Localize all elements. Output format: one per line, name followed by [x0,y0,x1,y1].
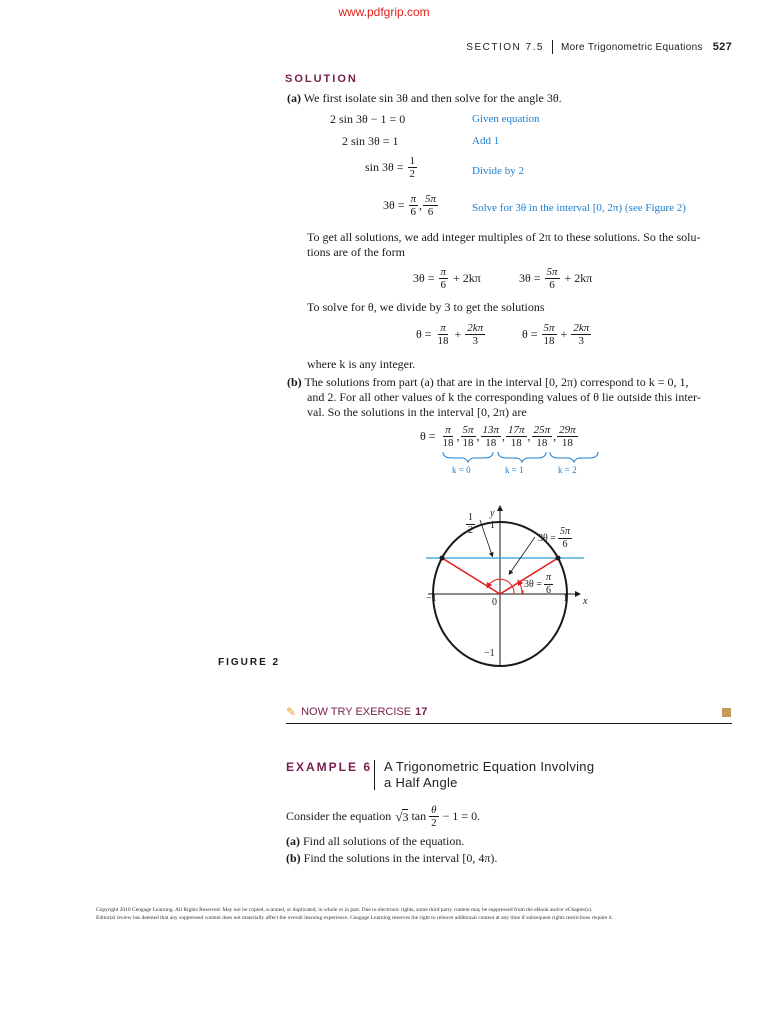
step-3-fraction [408,155,418,180]
fraction-num: π [440,266,447,278]
angle-arc-small [519,582,522,594]
now-try-exercise-link[interactable] [286,705,427,719]
angle-arc-large [488,579,514,594]
step-3-note: Divide by 2 [472,165,524,177]
comma: , [456,429,460,443]
fraction-num: 1 [409,155,416,167]
comma: , [476,429,480,443]
section-title: More Trigonometric Equations [560,41,703,53]
step-4-equation: 3θ = $\frac{\pi}{6}$ , $\frac{5\pi}{6}$ [383,193,437,218]
part-a-label: (a) [287,91,301,105]
example-divider [374,760,375,790]
fraction-den: 18 [485,437,497,449]
theta-1-lhs: θ = [416,327,432,341]
end-square-icon [722,708,731,717]
general-1-fraction [439,266,449,291]
fraction-num: 2kπ [573,322,590,334]
theta-1-fraction-1 [436,322,451,347]
page-number: 527 [712,41,732,53]
fraction-den: 18 [442,437,454,449]
statement-fraction [429,804,439,829]
fraction-num: π [440,322,446,334]
step-2-note: Add 1 [472,135,500,147]
general-solution-1 [413,266,481,291]
fraction-den: 6 [562,539,568,550]
final-fraction-list [440,424,579,449]
now-try-number: 17 [415,706,428,718]
example-part-a-text: Find all solutions of the equation. [303,834,465,848]
fraction-den: 18 [462,437,474,449]
example-part-a-label: (a) [286,834,300,848]
statement-pre: Consider the equation [286,809,392,823]
k-label-2: k = 2 [558,465,577,475]
step-4-fraction-2 [423,193,438,218]
theta-1-fraction-2 [465,322,485,347]
fraction-num: π [410,193,417,205]
comma: , [527,429,531,443]
part-a-text: We first isolate sin 3θ and then solve for the angle 3θ. [303,91,562,105]
example-part-a [286,834,464,849]
theta-solution-2 [522,322,592,347]
paragraph-divide: To solve for θ, we divide by 3 to get the solutions [307,300,545,314]
fraction-num: 5π [543,322,555,334]
part-b-line-3: val. So the solutions in the interval [0, 2π) are [307,405,527,419]
part-b-line-1: The solutions from part (a) that are in the interval [0, 2π) correspond to k = 0, 1, [304,375,689,389]
part-b-label: (b) [287,375,302,389]
step-1-equation: 2 sin 3θ − 1 = 0 [330,112,406,126]
example-part-b-label: (b) [286,851,301,865]
figure-caption: FIGURE 2 [218,657,281,668]
where-k-text: where k is any integer. [307,357,416,371]
fraction-num: θ [431,804,437,816]
final-fraction [557,424,578,449]
pencil-icon: ✎ [286,705,297,719]
fraction-den: 2 [431,817,437,829]
unit-circle-figure [410,500,610,670]
angle-small-lhs: 3θ = [524,579,542,590]
part-b-text [287,375,732,420]
fraction-num: 5π [559,526,570,537]
fraction-num: 25π [533,424,551,436]
tick-label-y-1: 1 [490,520,495,531]
fraction-den: 6 [410,206,417,218]
comma: , [553,429,557,443]
final-fraction [506,424,527,449]
fraction-num: 29π [559,424,576,436]
running-header [466,40,732,54]
example-part-b-text: Find the solutions in the interval [0, 4π). [303,851,498,865]
tick-label-x-1: 1 [563,593,568,604]
plus-sign: + [454,327,462,341]
fraction-den: 18 [561,437,573,449]
copyright-notice [96,906,696,922]
label-angle-pi-6 [524,572,554,597]
paragraph-line-2: tions are of the form [307,245,405,259]
fraction-den: 6 [549,279,555,291]
now-try-rule [286,723,732,724]
k-label-1: k = 1 [505,465,524,475]
tick-label-y-neg1: −1 [484,648,495,659]
brace-k1 [498,452,546,462]
example-title [384,759,594,791]
now-try-label: NOW TRY EXERCISE [301,706,412,718]
fraction-num: 5π [425,193,437,205]
step-4-note: Solve for 3θ in the interval [0, 2π) (see Figure 2) [472,202,686,214]
plus-sign: + [560,327,568,341]
brace-k2 [550,452,598,462]
fraction-den: 18 [437,335,449,347]
example-title-line-1: A Trigonometric Equation Involving [384,759,595,774]
step-4-fraction-1 [409,193,419,218]
general-1-lhs: 3θ = [413,271,435,285]
fraction-den: 18 [510,437,522,449]
final-fraction [481,424,502,449]
general-solution-2 [519,266,592,291]
final-fraction [532,424,553,449]
fraction-den: 2 [409,168,416,180]
final-fraction [441,424,456,449]
step-3-equation [365,155,418,180]
step-4-lhs: 3θ = [383,198,405,212]
theta-2-fraction-2 [571,322,591,347]
final-solutions [420,424,579,449]
step-2-equation: 2 sin 3θ = 1 [342,134,399,148]
part-b-line-2: and 2. For all other values of k the corresponding values of θ lie outside this inter- [307,390,701,404]
fraction-num: π [445,424,451,436]
intersection-point-right [556,556,561,561]
section-number: SECTION 7.5 [466,41,544,53]
fraction-den: 3 [578,335,585,347]
statement-post: − 1 = 0. [442,809,481,823]
part-a-intro [287,91,562,106]
final-fraction [461,424,476,449]
general-2-fraction [545,266,560,291]
fraction-den: 2 [468,525,473,536]
step-3-lhs: sin 3θ = [365,160,404,174]
fraction-den: 18 [536,437,548,449]
general-2-tail: + 2kπ [564,271,593,285]
fraction-num: 2kπ [467,322,484,334]
k-label-0: k = 0 [452,465,471,475]
pointer-large-angle [510,537,535,573]
statement-sqrt-value: 3 [402,809,409,824]
paragraph-line-1: To get all solutions, we add integer multiples of 2π to these solutions. So the solu- [307,230,701,244]
step-1-note: Given equation [472,113,540,125]
axis-label-x: x [583,596,588,607]
k-braces [440,450,600,464]
general-2-lhs: 3θ = [519,271,541,285]
paragraph-general [307,230,732,260]
label-angle-5pi-6 [538,526,573,551]
copyright-line-2: Editorial review has deemed that any suppressed content does not materially affect the overall learning experience. Cengage Learning reserves the right to remove additional content at any time if subsequent rights restrictions require it. [96,915,614,921]
copyright-line-1: Copyright 2010 Cengage Learning. All Rights Reserved. May not be copied, scanned, or duplicated, in whole or in part. Due to electronic rights, some third party content may be suppressed from the eBook and/or eChapter(s). [96,907,593,913]
axis-label-y: y [490,508,495,519]
statement-tan: tan [411,809,427,823]
fraction-den: 3 [472,335,478,347]
radius-5pi-6 [442,558,500,594]
fraction-num: π [545,572,551,583]
origin-label: 0 [492,597,497,608]
brace-k0 [443,452,493,462]
header-divider [552,40,553,54]
theta-solution-1 [416,322,486,347]
comma: , [502,429,506,443]
theta-2-fraction-1 [542,322,557,347]
fraction-den: 18 [543,335,555,347]
tick-label-x-neg1: −1 [426,593,437,604]
fraction-num: 13π [482,424,500,436]
watermark-link[interactable]: www.pdfgrip.com [338,5,430,19]
example-title-line-2: a Half Angle [384,775,458,790]
angle-large-lhs: 3θ = [538,533,556,544]
general-1-tail: + 2kπ [453,271,481,285]
fraction-den: 6 [545,585,551,596]
fraction-num: 5π [462,424,474,436]
theta-2-lhs: θ = [522,327,538,341]
label-one-half [465,512,476,537]
fraction-num: 1 [468,512,473,523]
final-lhs: θ = [420,429,436,443]
fraction-den: 6 [427,206,434,218]
fraction-den: 6 [440,279,447,291]
solution-heading: SOLUTION [285,73,358,85]
example-part-b [286,851,497,866]
sqrt-icon: √ [395,809,403,824]
intersection-point-left [440,556,445,561]
fraction-num: 17π [508,424,525,436]
example-heading: EXAMPLE 6 [286,760,373,774]
fraction-num: 5π [546,266,558,278]
example-statement [286,804,480,829]
